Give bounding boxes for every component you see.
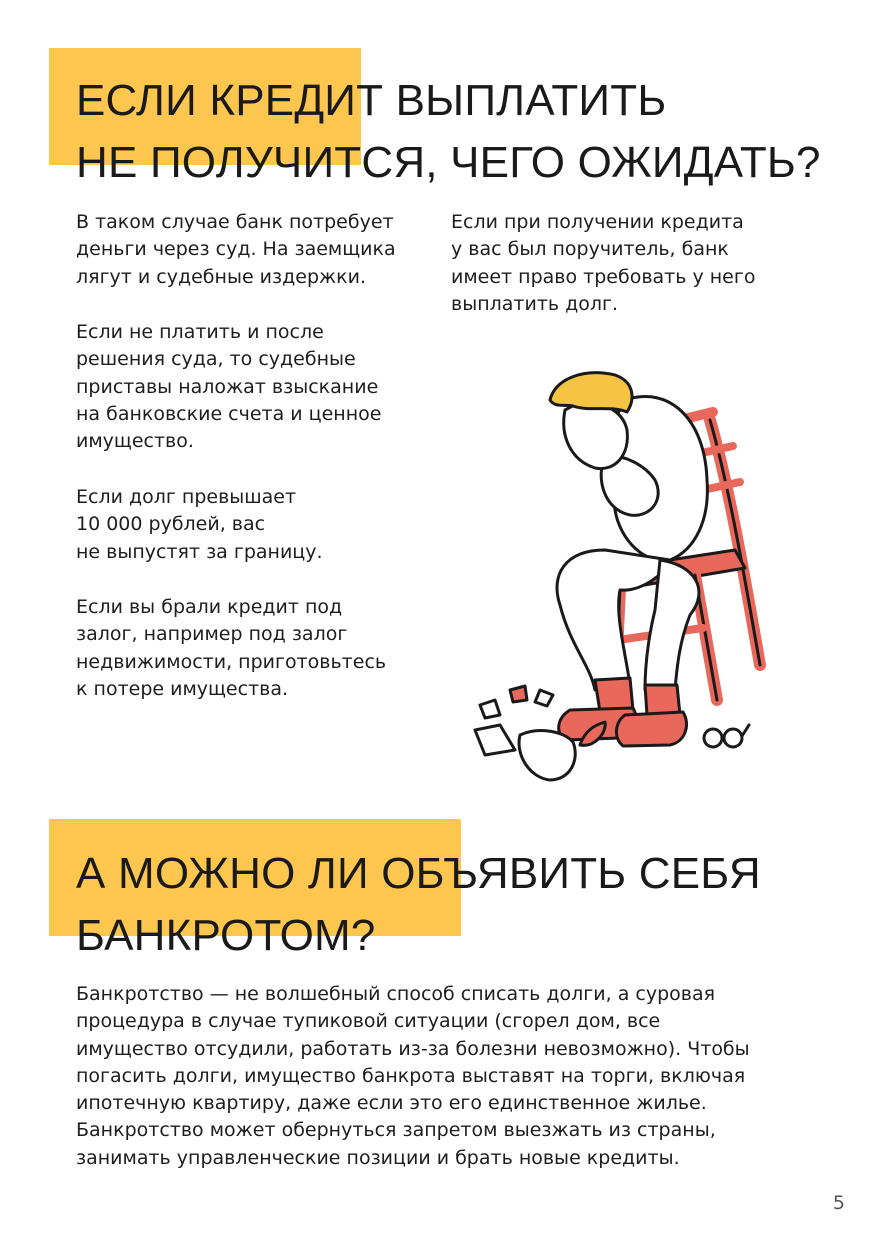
text-line: на банковские счета и ценное xyxy=(76,402,382,425)
text-line: Если долг превышает xyxy=(76,486,297,508)
text-line: выплатить долг. xyxy=(451,292,619,315)
left-paragraph-1 xyxy=(76,209,396,291)
text-line: не выпустят за границу. xyxy=(76,540,323,563)
text-line: приставы наложат взыскание xyxy=(76,375,379,398)
text-line: решения суда, то судебные xyxy=(76,348,356,371)
text-line: имущество отсудили, работать из-за болезни невозможно). Чтобы xyxy=(76,1037,750,1060)
text-line: залог, например под залог xyxy=(76,623,348,646)
text-line: Если не платить и после xyxy=(76,321,324,343)
page-number: 5 xyxy=(832,1192,845,1214)
text-line: погасить долги, имущество банкрота выставят на торги, включая xyxy=(76,1064,746,1087)
text-line: недвижимости, приготовьтесь xyxy=(76,650,387,673)
text-line: Банкротство — не волшебный способ списать долги, а суровая xyxy=(76,983,716,1005)
left-paragraph-2 xyxy=(76,319,381,455)
text-line: у вас был поручитель, банк xyxy=(451,238,729,261)
text-line: процедура в случае тупиковой ситуации (сгорел дом, все xyxy=(76,1010,661,1033)
text-line: Банкротство может обернуться запретом выезжать из страны, xyxy=(76,1119,716,1142)
title-line: А МОЖНО ЛИ ОБЪЯВИТЬ СЕБЯ xyxy=(76,849,761,898)
bankruptcy-paragraph xyxy=(76,981,750,1172)
right-paragraph xyxy=(451,209,755,318)
sad-man-on-chair-icon xyxy=(455,360,775,790)
text-line: к потере имущества. xyxy=(76,677,289,700)
title-line: НЕ ПОЛУЧИТСЯ, ЧЕГО ОЖИДАТЬ? xyxy=(76,138,821,187)
text-line: ипотечную квартиру, даже если это его единственное жилье. xyxy=(76,1092,707,1115)
text-line: Если вы брали кредит под xyxy=(76,596,343,618)
text-line: занимать управленческие позиции и брать новые кредиты. xyxy=(76,1146,680,1169)
text-line: имущество. xyxy=(76,430,194,453)
text-line: имеет право требовать у него xyxy=(451,265,756,288)
left-paragraph-3 xyxy=(76,484,323,566)
text-line: 10 000 рублей, вас xyxy=(76,513,266,536)
title-line: ЕСЛИ КРЕДИТ ВЫПЛАТИТЬ xyxy=(76,76,667,125)
text-line: В таком случае банк потребует xyxy=(76,211,394,233)
text-line: деньги через суд. На заемщика xyxy=(76,238,396,261)
section-title-2 xyxy=(76,843,761,967)
left-paragraph-4 xyxy=(76,594,386,703)
section-title-1 xyxy=(76,70,821,194)
text-line: Если при получении кредита xyxy=(451,211,744,233)
text-line: лягут и судебные издержки. xyxy=(76,265,367,288)
title-line: БАНКРОТОМ? xyxy=(76,911,376,960)
